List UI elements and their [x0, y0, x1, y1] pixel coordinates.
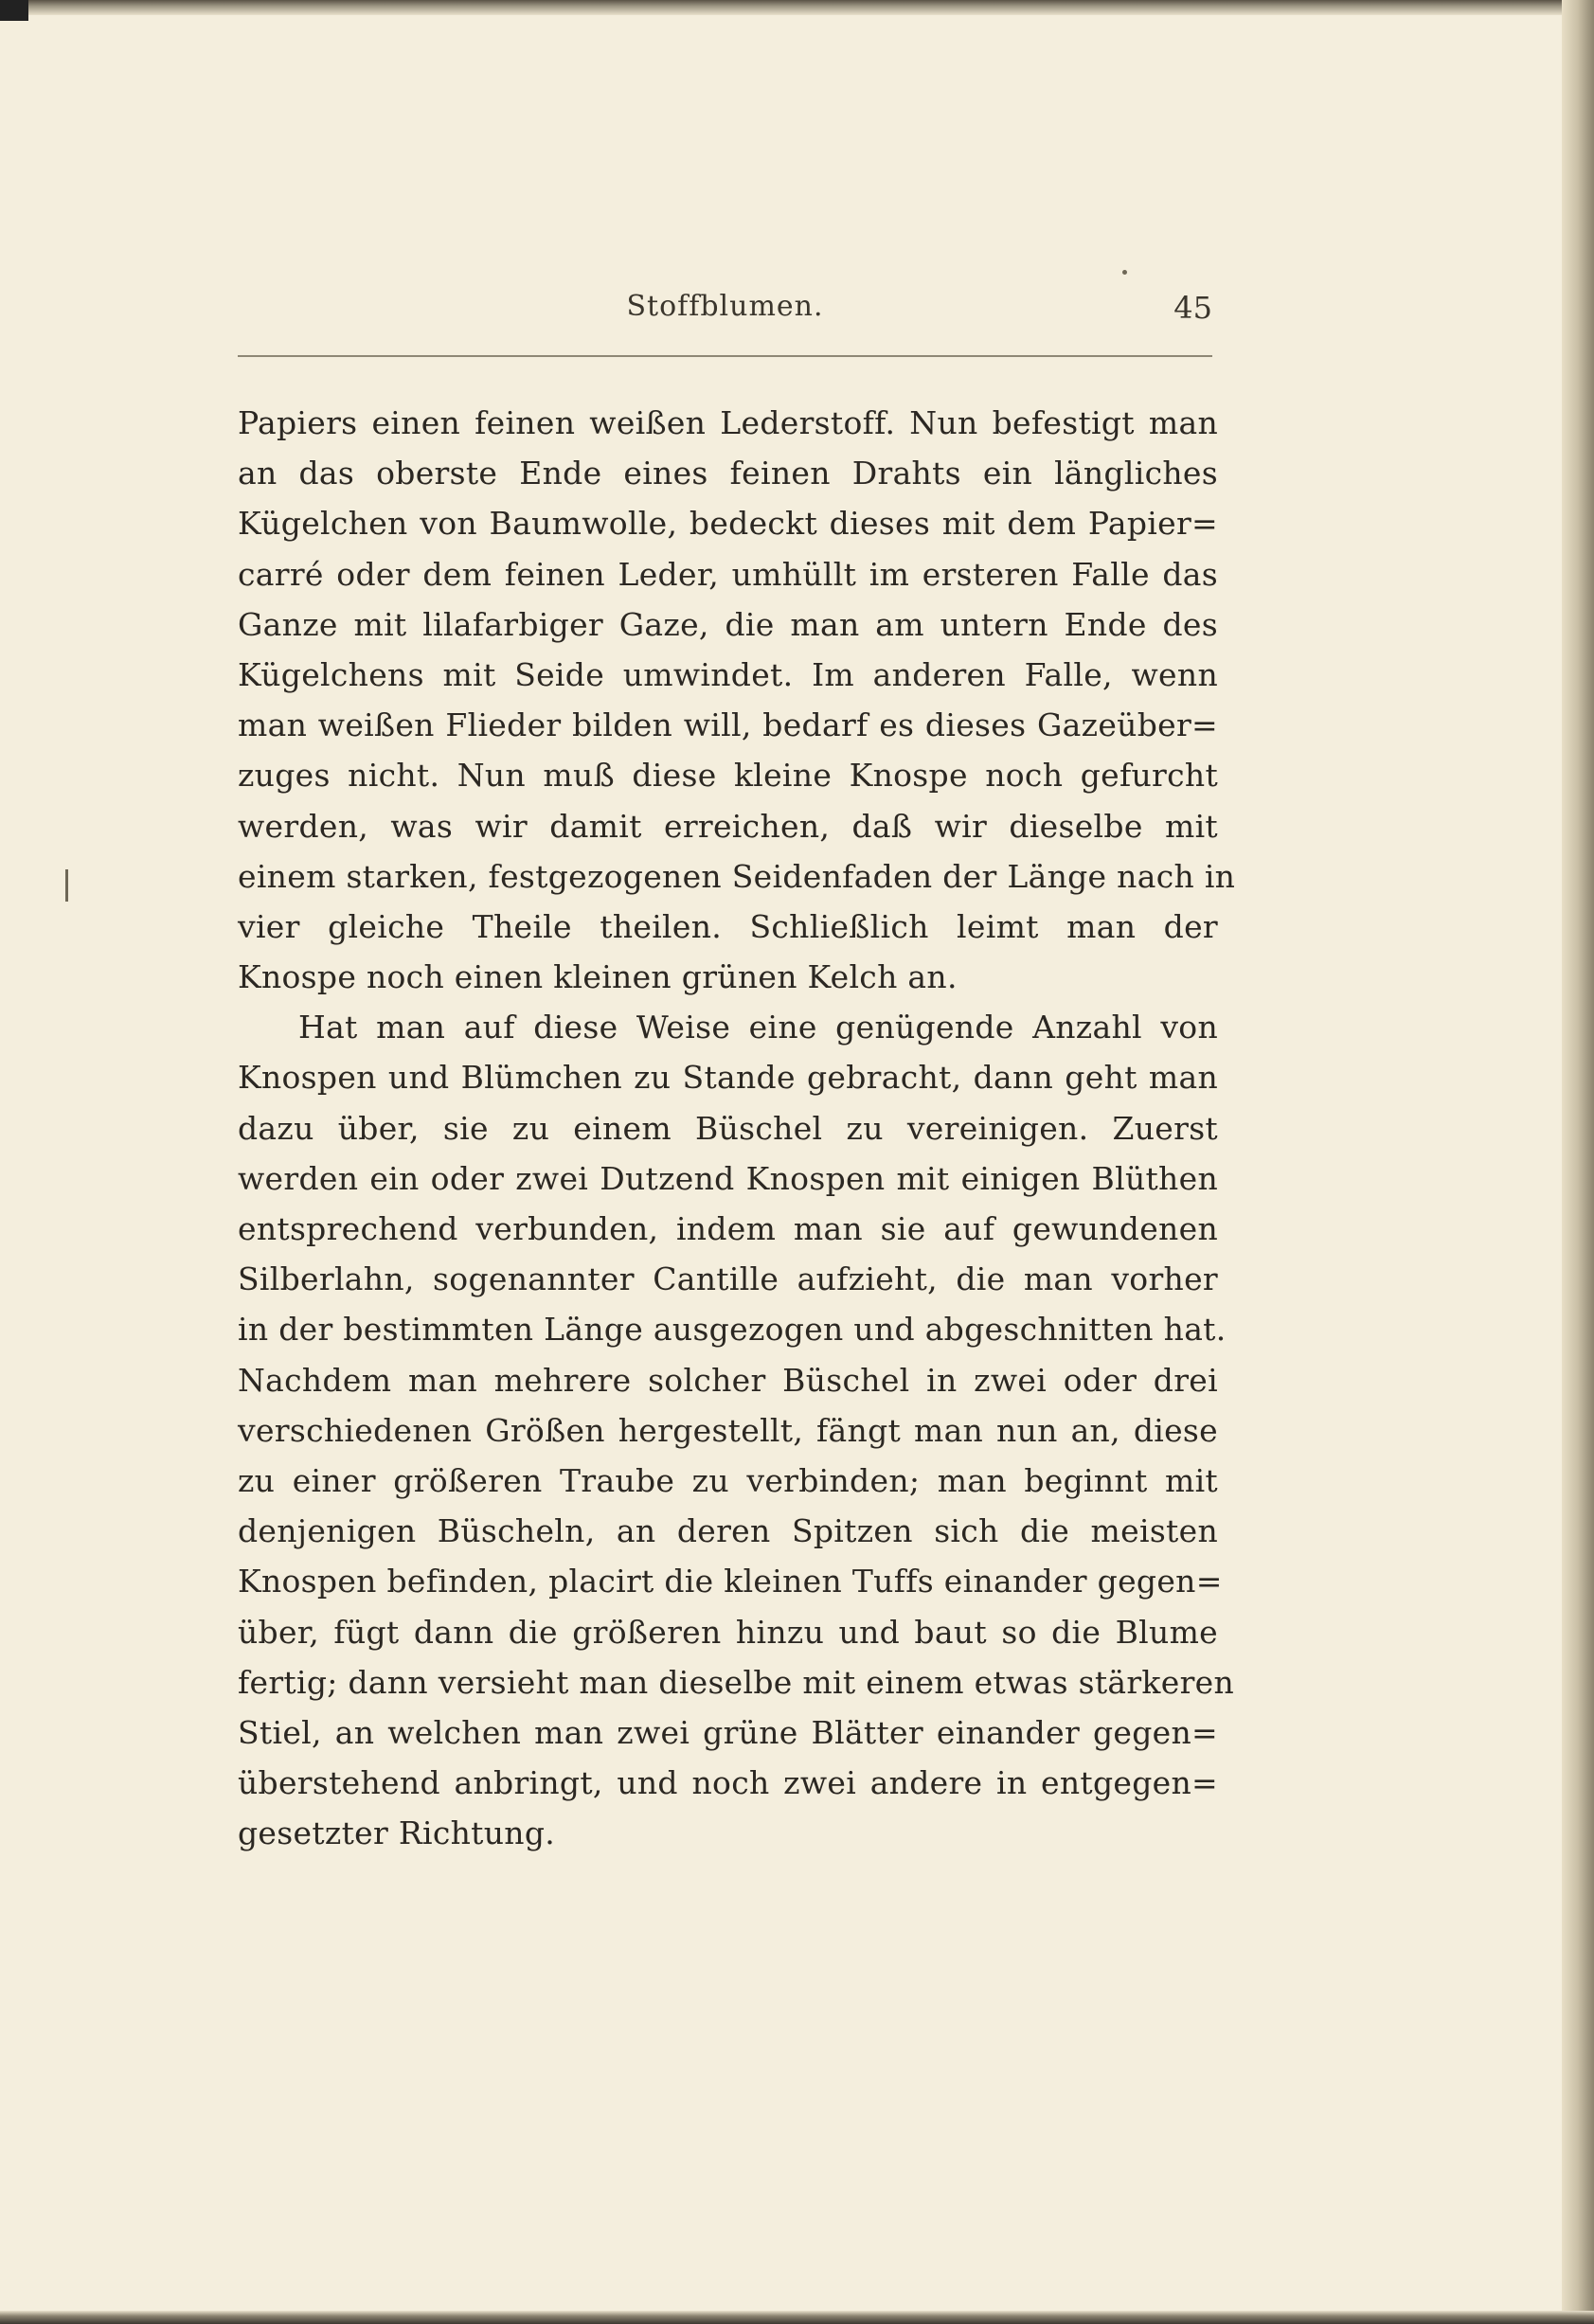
text-line: Papiers einen feinen weißen Lederstoff. Nun befestigt man [238, 404, 1218, 441]
body-text [238, 398, 1236, 1858]
paper-speck [1122, 270, 1127, 275]
running-head [238, 290, 1212, 331]
text-line: man weißen Flieder bilden will, bedarf es dieses Gazeüber= [238, 706, 1218, 744]
text-line: entsprechend verbunden, indem man sie auf gewundenen [238, 1210, 1218, 1247]
text-line: Stiel, an welchen man zwei grüne Blätter einander gegen= [238, 1713, 1218, 1751]
text-line: an das oberste Ende eines feinen Drahts ein längliches [238, 455, 1218, 492]
text-line: fertig; dann versieht man dieselbe mit einem etwas stärkeren [238, 1663, 1235, 1701]
text-line: vier gleiche Theile theilen. Schließlich leimt man der [238, 907, 1218, 945]
paragraph-end-line: Knospe noch einen kleinen grünen Kelch an. [238, 958, 958, 996]
text-line: in der bestimmten Länge ausgezogen und abgeschnitten hat. [238, 1311, 1227, 1349]
text-line: zuges nicht. Nun muß diese kleine Knospe noch gefurcht [238, 757, 1218, 795]
text-line: über, fügt dann die größeren hinzu und baut so die Blume [238, 1613, 1218, 1651]
margin-mark [65, 869, 68, 902]
text-line: Kügelchen von Baumwolle, bedeckt dieses mit dem Papier= [238, 505, 1218, 543]
scan-corner-mark [0, 0, 28, 21]
text-line: einem starken, festgezogenen Seidenfaden der Länge nach in [238, 857, 1236, 895]
text-line: verschiedenen Größen hergestellt, fängt man nun an, diese [238, 1411, 1218, 1449]
text-line: Knospen und Blümchen zu Stande gebracht, dann geht man [238, 1059, 1218, 1097]
text-line: überstehend anbringt, und noch zwei andere in entgegen= [238, 1764, 1218, 1802]
page-number: 45 [1173, 290, 1212, 326]
text-line: denjenigen Büscheln, an deren Spitzen sich die meisten [238, 1512, 1218, 1550]
text-line: Ganze mit lilafarbiger Gaze, die man am untern Ende des [238, 605, 1218, 643]
header-rule [238, 355, 1212, 357]
text-line: carré oder dem feinen Leder, umhüllt im ersteren Falle das [238, 555, 1218, 593]
paragraph-start-line: Hat man auf diese Weise eine genügende Anzahl von [298, 1009, 1218, 1046]
text-line: dazu über, sie zu einem Büschel zu vereinigen. Zuerst [238, 1109, 1218, 1147]
running-title: Stoffblumen. [626, 290, 824, 323]
text-line: werden ein oder zwei Dutzend Knospen mit einigen Blüthen [238, 1159, 1218, 1197]
text-line: Nachdem man mehrere solcher Büschel in zwei oder drei [238, 1361, 1218, 1399]
page-right-edge [1562, 0, 1594, 2324]
paragraph-end-line: gesetzter Richtung. [238, 1815, 556, 1852]
text-line: Kügelchens mit Seide umwindet. Im anderen Falle, wenn [238, 655, 1218, 693]
page-top-edge [0, 0, 1594, 15]
page-bottom-edge [0, 2311, 1594, 2324]
text-line: zu einer größeren Traube zu verbinden; man beginnt mit [238, 1461, 1218, 1499]
text-line: Knospen befinden, placirt die kleinen Tuffs einander gegen= [238, 1563, 1223, 1600]
text-line: Silberlahn, sogenannter Cantille aufzieht, die man vorher [238, 1260, 1218, 1298]
text-line: werden, was wir damit erreichen, daß wir dieselbe mit [238, 807, 1218, 845]
